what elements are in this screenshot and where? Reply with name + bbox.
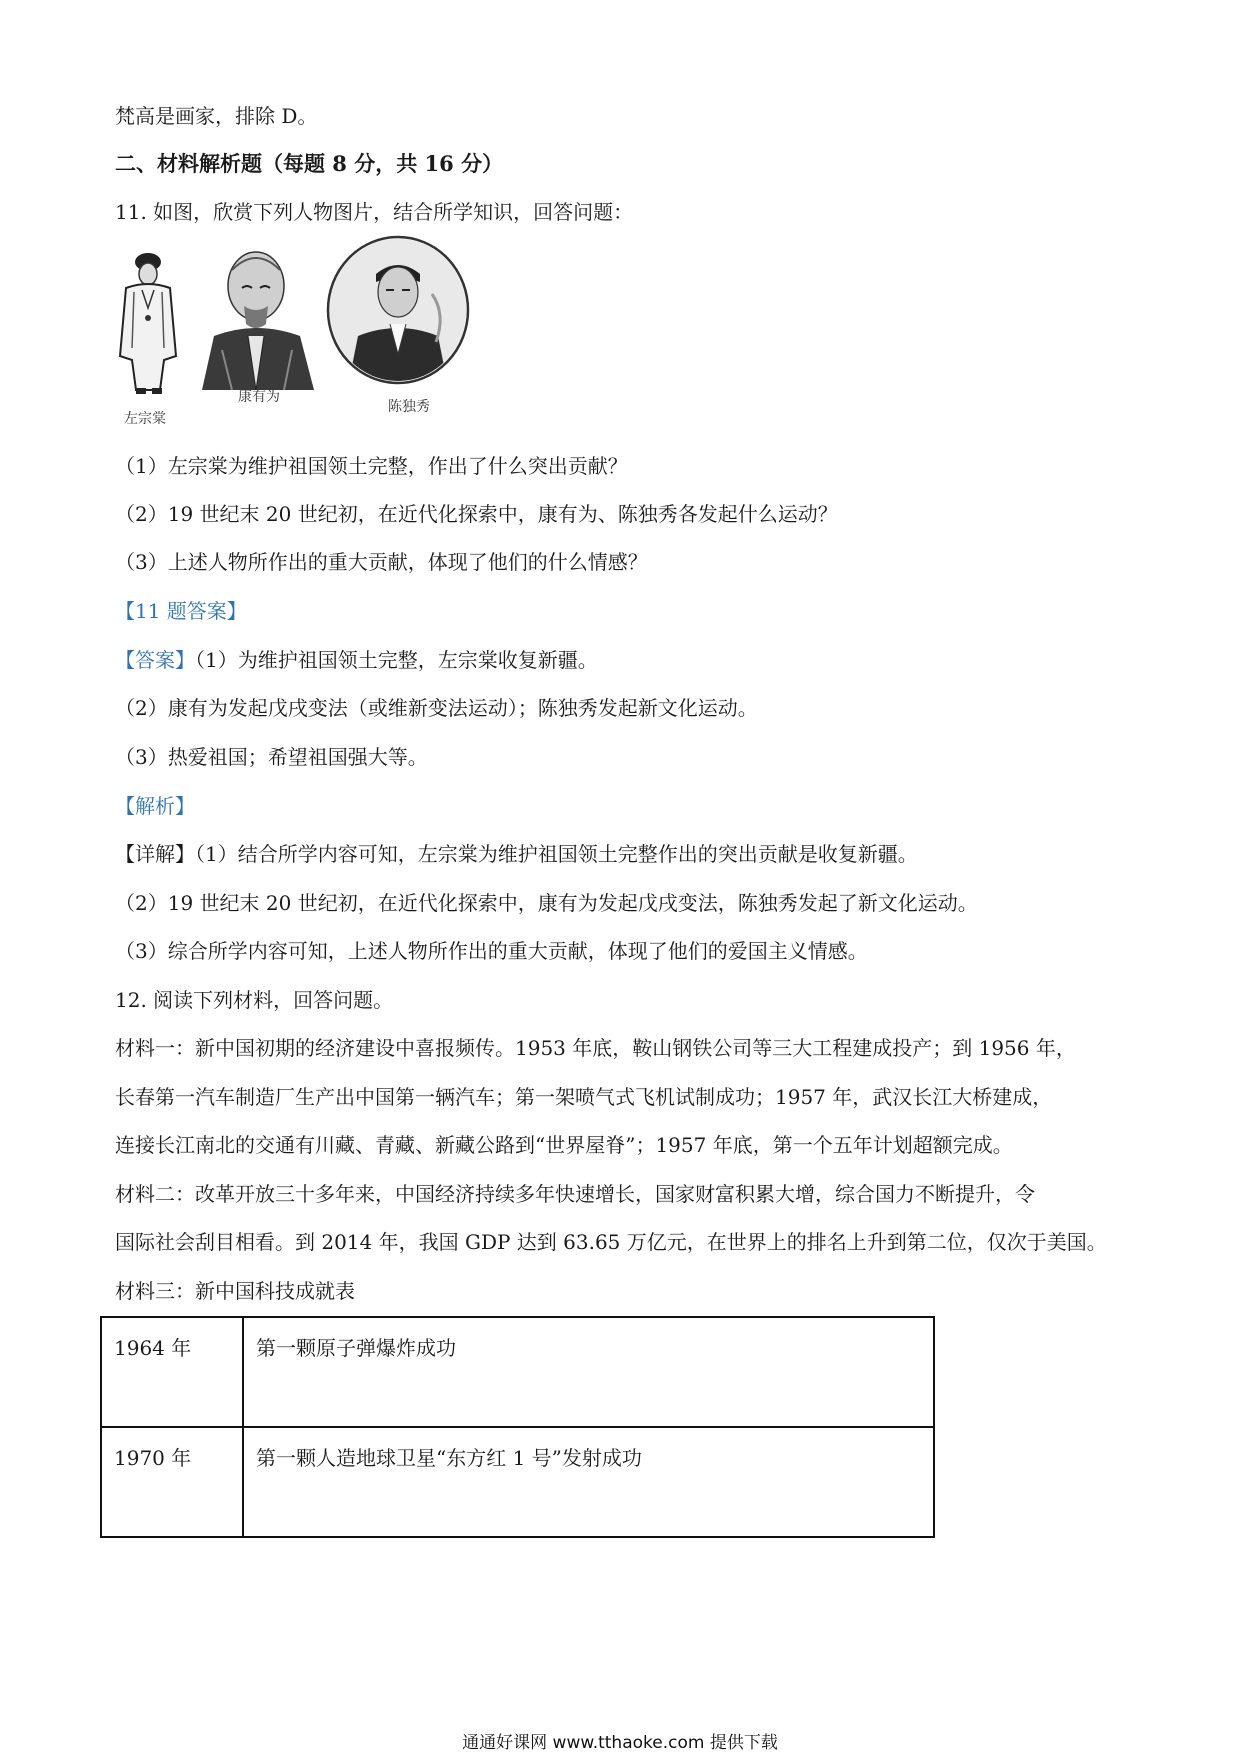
caption-kang-youwei: 康有为	[238, 389, 280, 405]
material-1-line-1: 材料一：新中国初期的经济建设中喜报频传。1953 年底，鞍山钢铁公司等三大工程建成投产；到 1956 年，	[115, 1036, 1076, 1060]
table-cell-event: 第一颗原子弹爆炸成功	[243, 1317, 934, 1427]
material-3-title: 材料三：新中国科技成就表	[115, 1279, 355, 1303]
answer-tag: 【11 题答案】	[115, 599, 247, 623]
portraits-figure	[112, 240, 522, 430]
material-2-line-2: 国际社会刮目相看。到 2014 年，我国 GDP 达到 63.65 万亿元，在世界上的排名上升到第二位，仅次于美国。	[115, 1230, 1107, 1254]
answer-label: 【答案】	[115, 648, 195, 672]
question-11-sub2: （2）19 世纪末 20 世纪初，在近代化探索中，康有为、陈独秀各发起什么运动？	[115, 502, 838, 526]
section-heading: 二、材料解析题（每题 8 分，共 16 分）	[115, 151, 504, 176]
answer-line-3: （3）热爱祖国；希望祖国强大等。	[115, 745, 428, 769]
kang-youwei-portrait	[192, 240, 322, 390]
detail-line-1	[115, 840, 918, 868]
detail-1-text: （1）结合所学内容可知，左宗棠为维护祖国领土完整作出的突出贡献是收复新疆。	[195, 842, 918, 866]
answer-line-1	[115, 646, 598, 674]
detail-label: 【详解】	[115, 842, 195, 866]
answer-line-2: （2）康有为发起戊戌变法（或维新变法运动）；陈独秀发起新文化运动。	[115, 696, 758, 720]
table-row	[101, 1317, 934, 1427]
table-cell-year: 1970 年	[101, 1427, 243, 1537]
caption-zuo-zongtang: 左宗棠	[124, 411, 166, 427]
question-11-sub1: （1）左宗棠为维护祖国领土完整，作出了什么突出贡献？	[115, 454, 628, 478]
material-1-line-3: 连接长江南北的交通有川藏、青藏、新藏公路到“世界屋脊”；1957 年底，第一个五年计划超额完成。	[115, 1133, 1013, 1157]
question-12-stem: 12. 阅读下列材料，回答问题。	[115, 988, 394, 1012]
material-2-line-1: 材料二：改革开放三十多年来，中国经济持续多年快速增长，国家财富积累大增，综合国力不断提升，令	[115, 1182, 1035, 1206]
analysis-label: 【解析】	[115, 794, 195, 818]
detail-line-3: （3）综合所学内容可知，上述人物所作出的重大贡献，体现了他们的爱国主义情感。	[115, 939, 868, 963]
answer-1-text: （1）为维护祖国领土完整，左宗棠收复新疆。	[195, 648, 598, 672]
question-11-sub3: （3）上述人物所作出的重大贡献，体现了他们的什么情感？	[115, 550, 648, 574]
material-1-line-2: 长春第一汽车制造厂生产出中国第一辆汽车；第一架喷气式飞机试制成功；1957 年，武汉长江大桥建成，	[115, 1085, 1053, 1109]
table-cell-event: 第一颗人造地球卫星“东方红 1 号”发射成功	[243, 1427, 934, 1537]
table-cell-year: 1964 年	[101, 1317, 243, 1427]
caption-chen-duxiu: 陈独秀	[388, 399, 430, 415]
zuo-zongtang-portrait	[112, 248, 184, 398]
chen-duxiu-portrait	[324, 234, 472, 386]
detail-line-2: （2）19 世纪末 20 世纪初，在近代化探索中，康有为发起戊戌变法，陈独秀发起了新文化运动。	[115, 891, 978, 915]
table-row	[101, 1427, 934, 1537]
previous-answer-fragment: 梵高是画家，排除 D。	[115, 104, 318, 128]
page-footer: 通通好课网 www.tthaoke.com 提供下载	[462, 1733, 778, 1753]
tech-achievement-table	[100, 1316, 935, 1538]
question-11-stem: 11. 如图，欣赏下列人物图片，结合所学知识，回答问题：	[115, 200, 634, 224]
